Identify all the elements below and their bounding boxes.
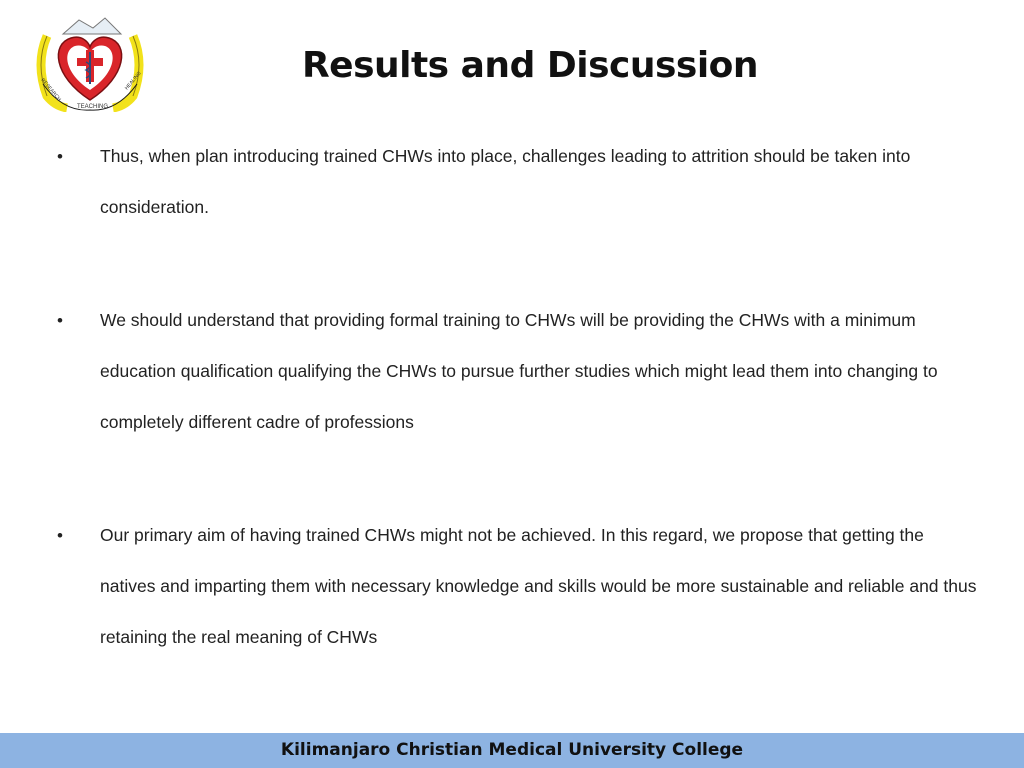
bullet-text: Thus, when plan introducing trained CHWs into place, challenges leading to attrition should be taken into consideration.	[100, 146, 911, 217]
bullet-text: We should understand that providing formal training to CHWs will be providing the CHWs with a minimum education qualification qualifying the CHWs to pursue further studies which might lead them into changing to completely different cadre of professions	[100, 310, 938, 432]
bullet-text: Our primary aim of having trained CHWs might not be achieved. In this regard, we propose that getting the natives and imparting them with necessary knowledge and skills would be more sustainable and reliable and thus retaining the real meaning of CHWs	[100, 525, 977, 647]
crest-motto-left: RESEARCH	[39, 77, 62, 103]
bullet-dot: •	[57, 526, 63, 545]
college-crest-icon	[33, 14, 147, 112]
footer-text: Kilimanjaro Christian Medical University College	[280, 740, 744, 760]
crest-motto-bottom: TEACHING	[77, 104, 109, 110]
bullet-dot: •	[57, 311, 63, 330]
page-title: Results and Discussion	[301, 45, 759, 86]
crest-motto-right: HEALING	[123, 70, 143, 92]
college-logo	[33, 14, 147, 112]
bullet-dot: •	[57, 147, 63, 166]
footer-bar	[0, 733, 1024, 768]
